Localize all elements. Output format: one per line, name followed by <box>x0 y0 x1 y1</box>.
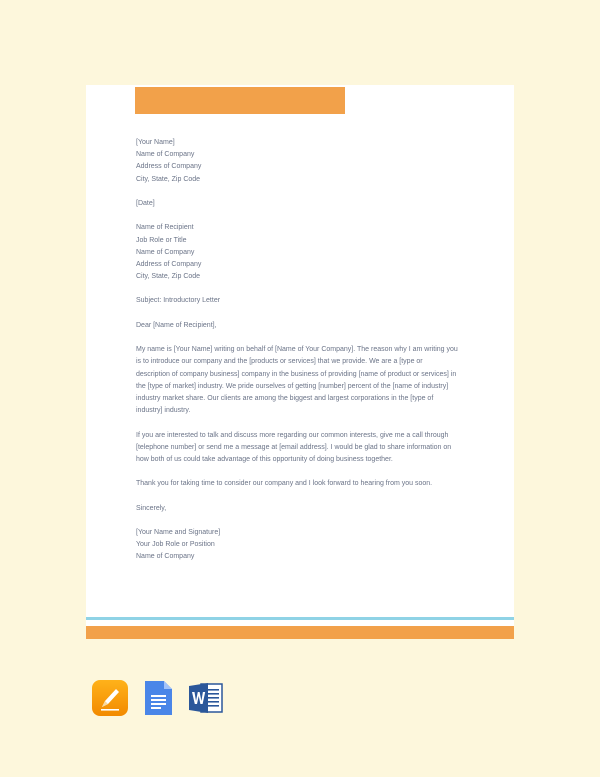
recipient-name: Name of Recipient <box>136 224 194 232</box>
footer-stripe-teal <box>86 617 514 620</box>
signature-name: [Your Name and Signature] <box>136 529 221 536</box>
footer-stripe-orange <box>86 626 514 639</box>
paragraph-line: how both of us could take advantage of this opportunity of doing business together. <box>136 455 393 463</box>
sender-company: Name of Company <box>136 151 195 159</box>
paragraph-line: the [type of market] industry. We pride ourselves of getting [number] percent of the [name of industry] <box>136 382 449 390</box>
salutation: Dear [Name of Recipient], <box>136 321 217 329</box>
letter-body <box>136 137 466 564</box>
paragraph-line: My name is [Your Name] writing on behalf of [Name of Your Company]. The reason why I am writing you <box>136 346 458 354</box>
paragraph-line: [telephone number] or send me a message at [email address]. I would be glad to share information on <box>136 443 452 451</box>
recipient-city: City, State, Zip Code <box>136 273 201 281</box>
paragraph-intro <box>136 344 466 417</box>
recipient-address: Address of Company <box>136 260 202 268</box>
paragraph-line: If you are interested to talk and discuss more regarding our common interests, give me a call through <box>136 431 449 439</box>
paragraph-line: is to introduce our company and the [products or services] that we provide. We are a [type or <box>136 358 423 366</box>
sender-address: Address of Company <box>136 163 202 171</box>
word-icon[interactable] <box>188 680 224 716</box>
paragraph-line: industry market share. Our clients are among the biggest and largest corporations in the [type of <box>136 394 434 402</box>
recipient-role: Job Role or Title <box>136 236 187 244</box>
signature-role: Your Job Role or Position <box>136 541 215 549</box>
recipient-company: Name of Company <box>136 248 195 256</box>
letter-subject: Subject: Introductory Letter <box>136 297 221 305</box>
paragraph-line: industry] industry. <box>136 407 191 415</box>
signature-company: Name of Company <box>136 553 195 561</box>
paragraph-contact <box>136 430 466 467</box>
paragraph-line: description of company business] company in the business of providing [name of product or services] in <box>136 370 457 378</box>
paragraph-thanks: Thank you for taking time to consider our company and I look forward to hearing from you soon. <box>136 480 433 488</box>
closing: Sincerely, <box>136 504 167 512</box>
google-docs-icon[interactable] <box>140 680 176 716</box>
pages-icon[interactable] <box>92 680 128 716</box>
header-bar <box>135 87 345 114</box>
letter-page <box>86 85 514 639</box>
sender-city: City, State, Zip Code <box>136 175 201 183</box>
sender-name: [Your Name] <box>136 139 175 146</box>
letter-date: [Date] <box>136 199 155 207</box>
